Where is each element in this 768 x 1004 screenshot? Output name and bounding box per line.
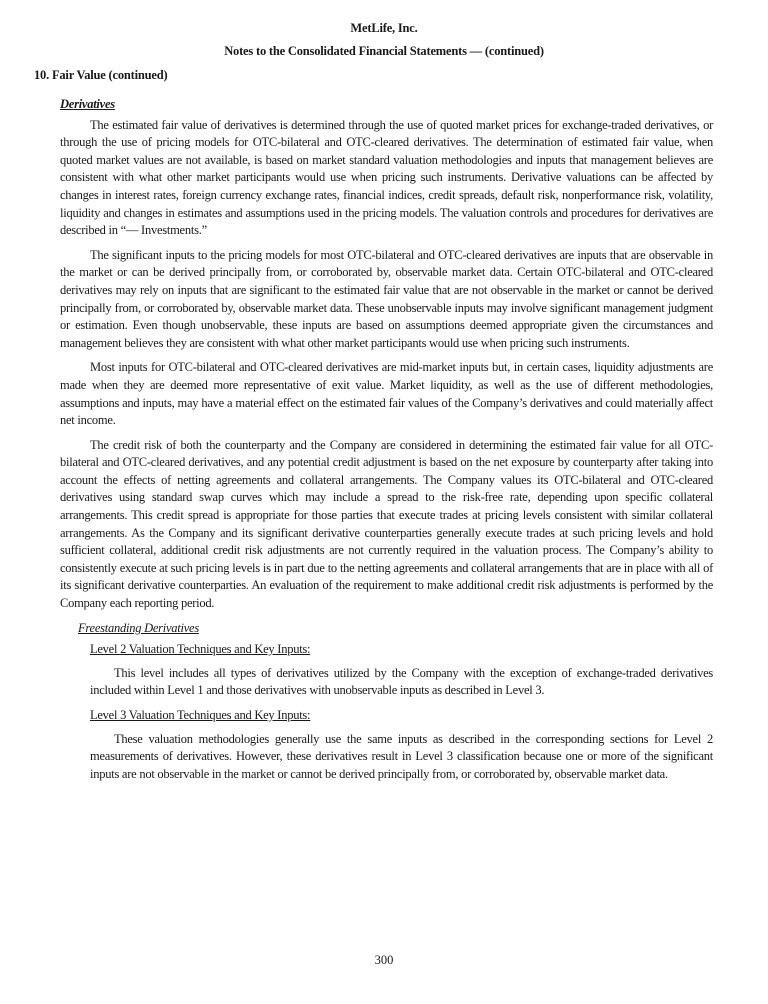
- section-title: 10. Fair Value (continued): [34, 68, 168, 82]
- paragraph-mid-market-inputs: Most inputs for OTC-bilateral and OTC-cleared derivatives are mid-market inputs but, in certain cases, liquidity adjustments are made when they are deemed more representative of exit value. Market liquidity, as well as the use of different methodologies, assumptions and inputs, may have a material effect on the estimated fair values of the Company’s derivatives and could materially affect net income.: [60, 360, 713, 428]
- level2-heading: Level 2 Valuation Techniques and Key Inputs:: [90, 642, 311, 657]
- level3-heading: Level 3 Valuation Techniques and Key Inputs:: [90, 708, 311, 722]
- paragraph-significant-inputs: The significant inputs to the pricing models for most OTC-bilateral and OTC-cleared derivatives are inputs that are observable in the market or can be derived principally from, or corroborated by, observable market data. Certain OTC-bilateral and OTC-cleared derivatives may rely on inputs that are significant to the estimated fair value that are not observable in the market or cannot be derived principally from, or corroborated by, observable market data. These unobservable inputs may involve significant management judgment or estimation. Even though unobservable, these inputs are based on assumptions deemed appropriate given the circumstances and management believes they are consistent with what other market participants would use when pricing such instruments.: [60, 247, 713, 350]
- level2-paragraph: This level includes all types of derivatives utilized by the Company with the exception of exchange-traded derivatives included within Level 1 and those derivatives with unobservable inputs as described in Level 3.: [90, 665, 713, 698]
- freestanding-derivatives-heading: Freestanding Derivatives: [78, 620, 199, 635]
- document-subtitle: Notes to the Consolidated Financial Statements — (continued): [224, 44, 544, 58]
- derivatives-heading: Derivatives: [60, 97, 115, 111]
- content-body: [60, 96, 713, 790]
- paragraph-credit-risk: The credit risk of both the counterparty and the Company are considered in determining the estimated fair value for all OTC-bilateral and OTC-cleared derivatives, and any potential credit adjustment is based on the net exposure by counterparty after taking into account the effects of netting agreements and collateral arrangements. The Company values its OTC-bilateral and OTC-cleared derivatives using standard swap curves which may include a spread to the risk-free rate, depending upon specific collateral arrangements. This credit spread is appropriate for those parties that execute trades at pricing levels consistent with similar collateral arrangements. As the Company and its significant derivative counterparties generally execute trades at such pricing levels and hold sufficient collateral, additional credit risk adjustments are not currently required in the valuation process. The Company’s ability to consistently execute at such pricing levels is in part due to the netting agreements and collateral arrangements that are in place with all of its significant derivative counterparties. An evaluation of the requirement to make additional credit risk adjustments is performed by the Company each reporting period.: [60, 437, 713, 611]
- level3-paragraph: These valuation methodologies generally use the same inputs as described in the corresponding sections for Level 2 measurements of derivatives. However, these derivatives result in Level 3 classification because one or more of the significant inputs are not observable in the market or cannot be derived principally from, or corroborated by, observable market data.: [90, 731, 713, 781]
- paragraph-fair-value-determination: The estimated fair value of derivatives is determined through the use of quoted market prices for exchange-traded derivatives, or through the use of pricing models for OTC-bilateral and OTC-cleared derivatives. The determination of estimated fair value, when quoted market values are not available, is based on market standard valuation methodologies and inputs that management believes are consistent with what other market participants would use when pricing such instruments. Derivative valuations can be affected by changes in interest rates, foreign currency exchange rates, financial indices, credit spreads, default risk, nonperformance risk, volatility, liquidity and changes in estimates and assumptions used in the pricing models. The valuation controls and procedures for derivatives are described in “— Investments.”: [60, 117, 713, 238]
- page-number: 300: [374, 953, 394, 967]
- company-name: MetLife, Inc.: [350, 21, 418, 35]
